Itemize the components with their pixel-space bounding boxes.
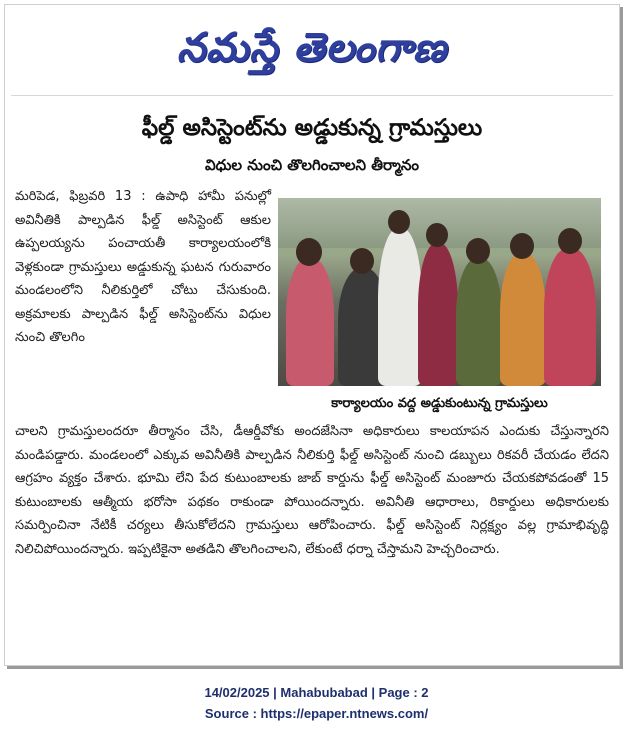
footer-date-edition-page: 14/02/2025 | Mahabubabad | Page : 2 — [204, 685, 429, 700]
article-body-left-column: మరిపెడ, ఫిబ్రవరి 13 : ఉపాధి హామీ పనుల్లో అవినీతికి పాల్పడిన ఫీల్డ్ అసిస్టెంట్ ఆకుల ఉప్పలయ్యను పంచాయతీ కార్యాలయంలోకి వెళ్లకుండా గ్రామస్తులు అడ్డుకున్న ఘటన గురువారం మండలంలోని నీలికుర్తిలో చోటు చేసుకుంది. అక్రమాలకు పాల్పడిన ఫీల్డ్ అసిస్టెంట్‌ను విధుల నుంచి తొలగిం — [15, 189, 271, 345]
photo-person-head — [510, 233, 534, 259]
photo-person-head — [466, 238, 490, 264]
photo-person-head — [350, 248, 374, 274]
article-photo — [278, 198, 601, 386]
article-headline: ఫీల్డ్ అసిస్టెంట్‌ను అడ్డుకున్న గ్రామస్తులు — [141, 115, 483, 141]
photo-caption: కార్యాలయం వద్ద అడ్డుకుంటున్న గ్రామస్తులు — [331, 396, 548, 411]
photo-person-head — [296, 238, 322, 266]
article-body-full-width: చాలని గ్రామస్తులందరూ తీర్మానం చేసి, డీఆర్డీవోకు అందజేసినా అధికారులు కాలయాపన ఎందుకు చేస్తున్నారని మండిపడ్డారు. మండలంలో ఎక్కువ అవినీతికి పాల్పడిన నీలికుర్తి ఫీల్డ్ అసిస్టెంట్ నుంచి డబ్బులు రికవరీ చేయడం లేదని ఆగ్రహం వ్యక్తం చేశారు. భూమి లేని పేద కుటుంబాలకు జాబ్ కార్డును ఫీల్డ్ అసిస్టెంట్ మంజూరు చేయకపోవడంతో 15 కుటుంబాలకు ఆత్మీయ భరోసా పథకం రాకుండా పోయిందన్నారు. అవినీతి ఆధారాలు, రికార్డులు అధికారులకు సమర్పించినా నేటికీ చర్యలు తీసుకోలేదని గ్రామస్తులు ఆరోపించారు. ఫీల్డ్ అసిస్టెంట్ నిర్లక్ష్యం వల్ల గ్రామాభివృద్ధి నిలిచిపోయిందన్నారు. ఇప్పటికైనా అతడిని తొలగించాలని, లేకుంటే ధర్నా చేస్తామని హెచ్చరించారు. — [15, 424, 609, 557]
photo-person — [378, 228, 422, 386]
source-footer — [0, 682, 633, 724]
photo-person — [418, 243, 458, 386]
masthead-divider — [11, 95, 613, 96]
newspaper-masthead: నమస్తే తెలంగాణ — [176, 25, 448, 71]
photo-person-head — [558, 228, 582, 254]
photo-person-head — [426, 223, 448, 247]
photo-person-head — [388, 210, 410, 234]
photo-person — [500, 253, 546, 386]
photo-person — [456, 258, 502, 386]
newspaper-clipping — [4, 4, 620, 666]
footer-source-link[interactable]: Source : https://epaper.ntnews.com/ — [204, 706, 429, 721]
article-subheadline: విధుల నుంచి తొలగించాలని తీర్మానం — [204, 156, 420, 174]
photo-person — [544, 248, 596, 386]
photo-person — [286, 258, 334, 386]
